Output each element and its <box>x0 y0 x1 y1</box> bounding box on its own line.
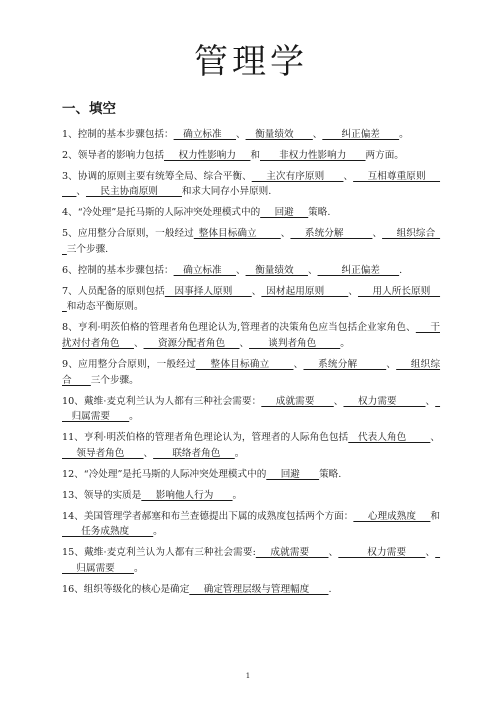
answer-blank: ___权力需要______ <box>343 395 426 407</box>
answer-blank: ___互相尊重原则______ <box>62 170 441 198</box>
question-text: 、 <box>333 395 344 407</box>
answer-blank: __衡量绩效____ <box>245 129 313 140</box>
answer-blank: ___成就需要____ <box>261 395 334 407</box>
question-text: 。 <box>153 526 163 538</box>
answer-blank: _整体目标确立_____ <box>193 228 281 240</box>
answer-blank: ___领导者角色____ <box>62 447 144 459</box>
question-text: 和求大同存小异原则. <box>181 186 272 198</box>
answer-blank: __确立标准___ <box>173 129 236 140</box>
answer-blank: ___用人所长原则___ <box>62 285 441 313</box>
question-text: 两方面。 <box>365 149 404 161</box>
list-item <box>62 263 440 279</box>
question-text: 12、“冷处理”是托马斯的人际冲突处理模式中的 <box>62 468 267 480</box>
question-text: 13、领导的实质是 <box>62 489 142 501</box>
answer-blank: ___组织综合__ <box>62 228 441 255</box>
list-item <box>62 545 440 576</box>
answer-blank: ____纠正偏差____ <box>322 129 400 140</box>
question-text: 6、控制的基本步骤包括： <box>62 264 174 276</box>
list-item <box>62 357 440 388</box>
list-item <box>62 394 440 425</box>
question-text: 10、戴维·麦克利兰认为人都有三种社会需要： <box>62 395 262 407</box>
list-item <box>62 430 440 461</box>
answer-blank: ___回避____ <box>266 468 320 480</box>
question-text: 、 <box>372 228 383 240</box>
list-item <box>62 205 440 221</box>
answer-blank: __代表人角色_____ <box>348 432 431 444</box>
document-title: 管理学 <box>194 42 308 82</box>
fill-in-list <box>62 127 440 597</box>
question-text: 、 <box>348 285 358 297</box>
question-text: 4、“冷处理”是托马斯的人际冲突处理模式中的 <box>62 207 261 219</box>
question-text: 8、亨利·明茨伯格的管理者角色理论认为,管理者的决策角色应当包括企业家角色、 <box>62 322 416 334</box>
answer-blank: ___心理成熟度___ <box>353 510 431 522</box>
answer-blank: __衡量绩效___ <box>245 264 308 276</box>
answer-blank: ______权力需要____ <box>338 547 426 559</box>
question-text: 。 <box>232 489 243 501</box>
question-text: 和 <box>250 149 260 161</box>
question-text: 、 <box>343 170 354 182</box>
question-text: 三个步骤。 <box>90 374 139 386</box>
question-text: 、 <box>328 547 339 559</box>
question-text: 、 <box>307 264 318 276</box>
list-item <box>62 169 440 200</box>
question-text: 、 <box>430 432 441 444</box>
question-text: . <box>399 264 403 276</box>
question-text: 。 <box>133 562 144 574</box>
question-text: 。 <box>399 129 409 140</box>
list-item <box>62 226 440 257</box>
answer-blank: ___归属需要____ <box>62 395 441 423</box>
answer-blank: ___组织综合____ <box>62 358 441 386</box>
answer-blank: ____联络者角色___ <box>153 447 235 459</box>
question-text: 和 <box>430 510 441 522</box>
question-text: 、 <box>280 228 291 240</box>
answer-blank: ____归属需要____ <box>62 547 441 574</box>
question-text: 9、应用整分合原则，一般经过 <box>62 358 196 370</box>
answer-blank: ___影响他人行为____ <box>141 489 233 501</box>
answer-blank: ___系统分解______ <box>303 358 387 370</box>
question-text: 策略. <box>319 468 342 480</box>
answer-blank: __确立标准___ <box>173 264 236 276</box>
list-item <box>62 509 440 540</box>
answer-blank: __因事择人原则____ <box>164 285 252 297</box>
question-text: 14、美国管理学者郝塞和布兰查德提出下属的成熟度包括两个方面： <box>62 510 354 522</box>
answer-blank: ___成就需要____ <box>255 547 329 559</box>
question-text: 、 <box>239 338 250 350</box>
question-text: 策略. <box>308 207 331 219</box>
question-text: 、 <box>312 129 323 140</box>
list-item <box>62 320 440 351</box>
question-text: 、 <box>236 129 246 140</box>
question-text: 三个步骤. <box>66 243 109 255</box>
answer-blank: _因材起用原则_____ <box>261 285 349 297</box>
question-text: 11、亨利·明茨伯格的管理者角色理论认为，管理者的人际角色包括 <box>62 432 349 444</box>
question-text: 、 <box>236 264 246 276</box>
question-text: 、 <box>143 447 154 459</box>
question-text: 、 <box>425 395 436 407</box>
question-text: 、 <box>76 186 86 198</box>
question-text: 2、领导者的影响力包括 <box>62 149 165 161</box>
answer-blank: ___资源分配者角色___ <box>143 338 240 350</box>
answer-blank: ___主次有序原则____ <box>251 170 344 182</box>
answer-blank: ___整体目标确立_____ <box>195 358 294 370</box>
question-text: 7、人员配备的原则包括 <box>62 285 165 297</box>
list-item <box>62 127 440 143</box>
answer-blank: ____非权力性影响力____ <box>259 149 366 161</box>
question-text: 15、戴维·麦克利兰认为人都有三种社会需要: <box>62 547 256 559</box>
question-text: 3、协调的原则主要有统筹全局、综合平衡、 <box>62 170 252 182</box>
question-text: 、 <box>293 358 304 370</box>
answer-blank: ___系统分解______ <box>290 228 373 240</box>
question-text: 5、应用整分合原则，一般经过 <box>62 228 194 240</box>
section-heading: 一、填空 <box>62 101 116 117</box>
list-item <box>62 582 440 598</box>
answer-blank: ___干扰对付者角色___ <box>62 322 440 350</box>
page-number: 1 <box>245 672 251 680</box>
question-text: 、 <box>425 547 436 559</box>
answer-blank: ___权力性影响力___ <box>164 149 251 161</box>
list-item <box>62 467 440 483</box>
list-item <box>62 148 440 164</box>
list-item <box>62 488 440 504</box>
question-text: 、 <box>386 358 397 370</box>
question-text: 。 <box>129 411 139 423</box>
answer-blank: ____任务成熟度_____ <box>62 526 154 538</box>
question-text: 、 <box>251 285 262 297</box>
answer-blank: _____纠正偏差____ <box>317 264 400 276</box>
question-text: 。 <box>234 447 245 459</box>
question-text: 。 <box>340 338 350 350</box>
question-text: 16、组织等级化的核心是确定 <box>62 583 190 595</box>
answer-blank: ___回避___ <box>260 207 309 219</box>
question-text: 、 <box>133 338 144 350</box>
answer-blank: ____谈判者角色_____ <box>249 338 341 350</box>
question-text: . <box>328 583 332 595</box>
question-text: 和动态平衡原则。 <box>66 301 144 313</box>
list-item <box>62 284 440 315</box>
question-text: 1、控制的基本步骤包括： <box>62 129 174 140</box>
answer-blank: ___确定管理层级与管理幅度____ <box>189 583 329 595</box>
answer-blank: ___民主协商原则_____ <box>85 186 182 198</box>
